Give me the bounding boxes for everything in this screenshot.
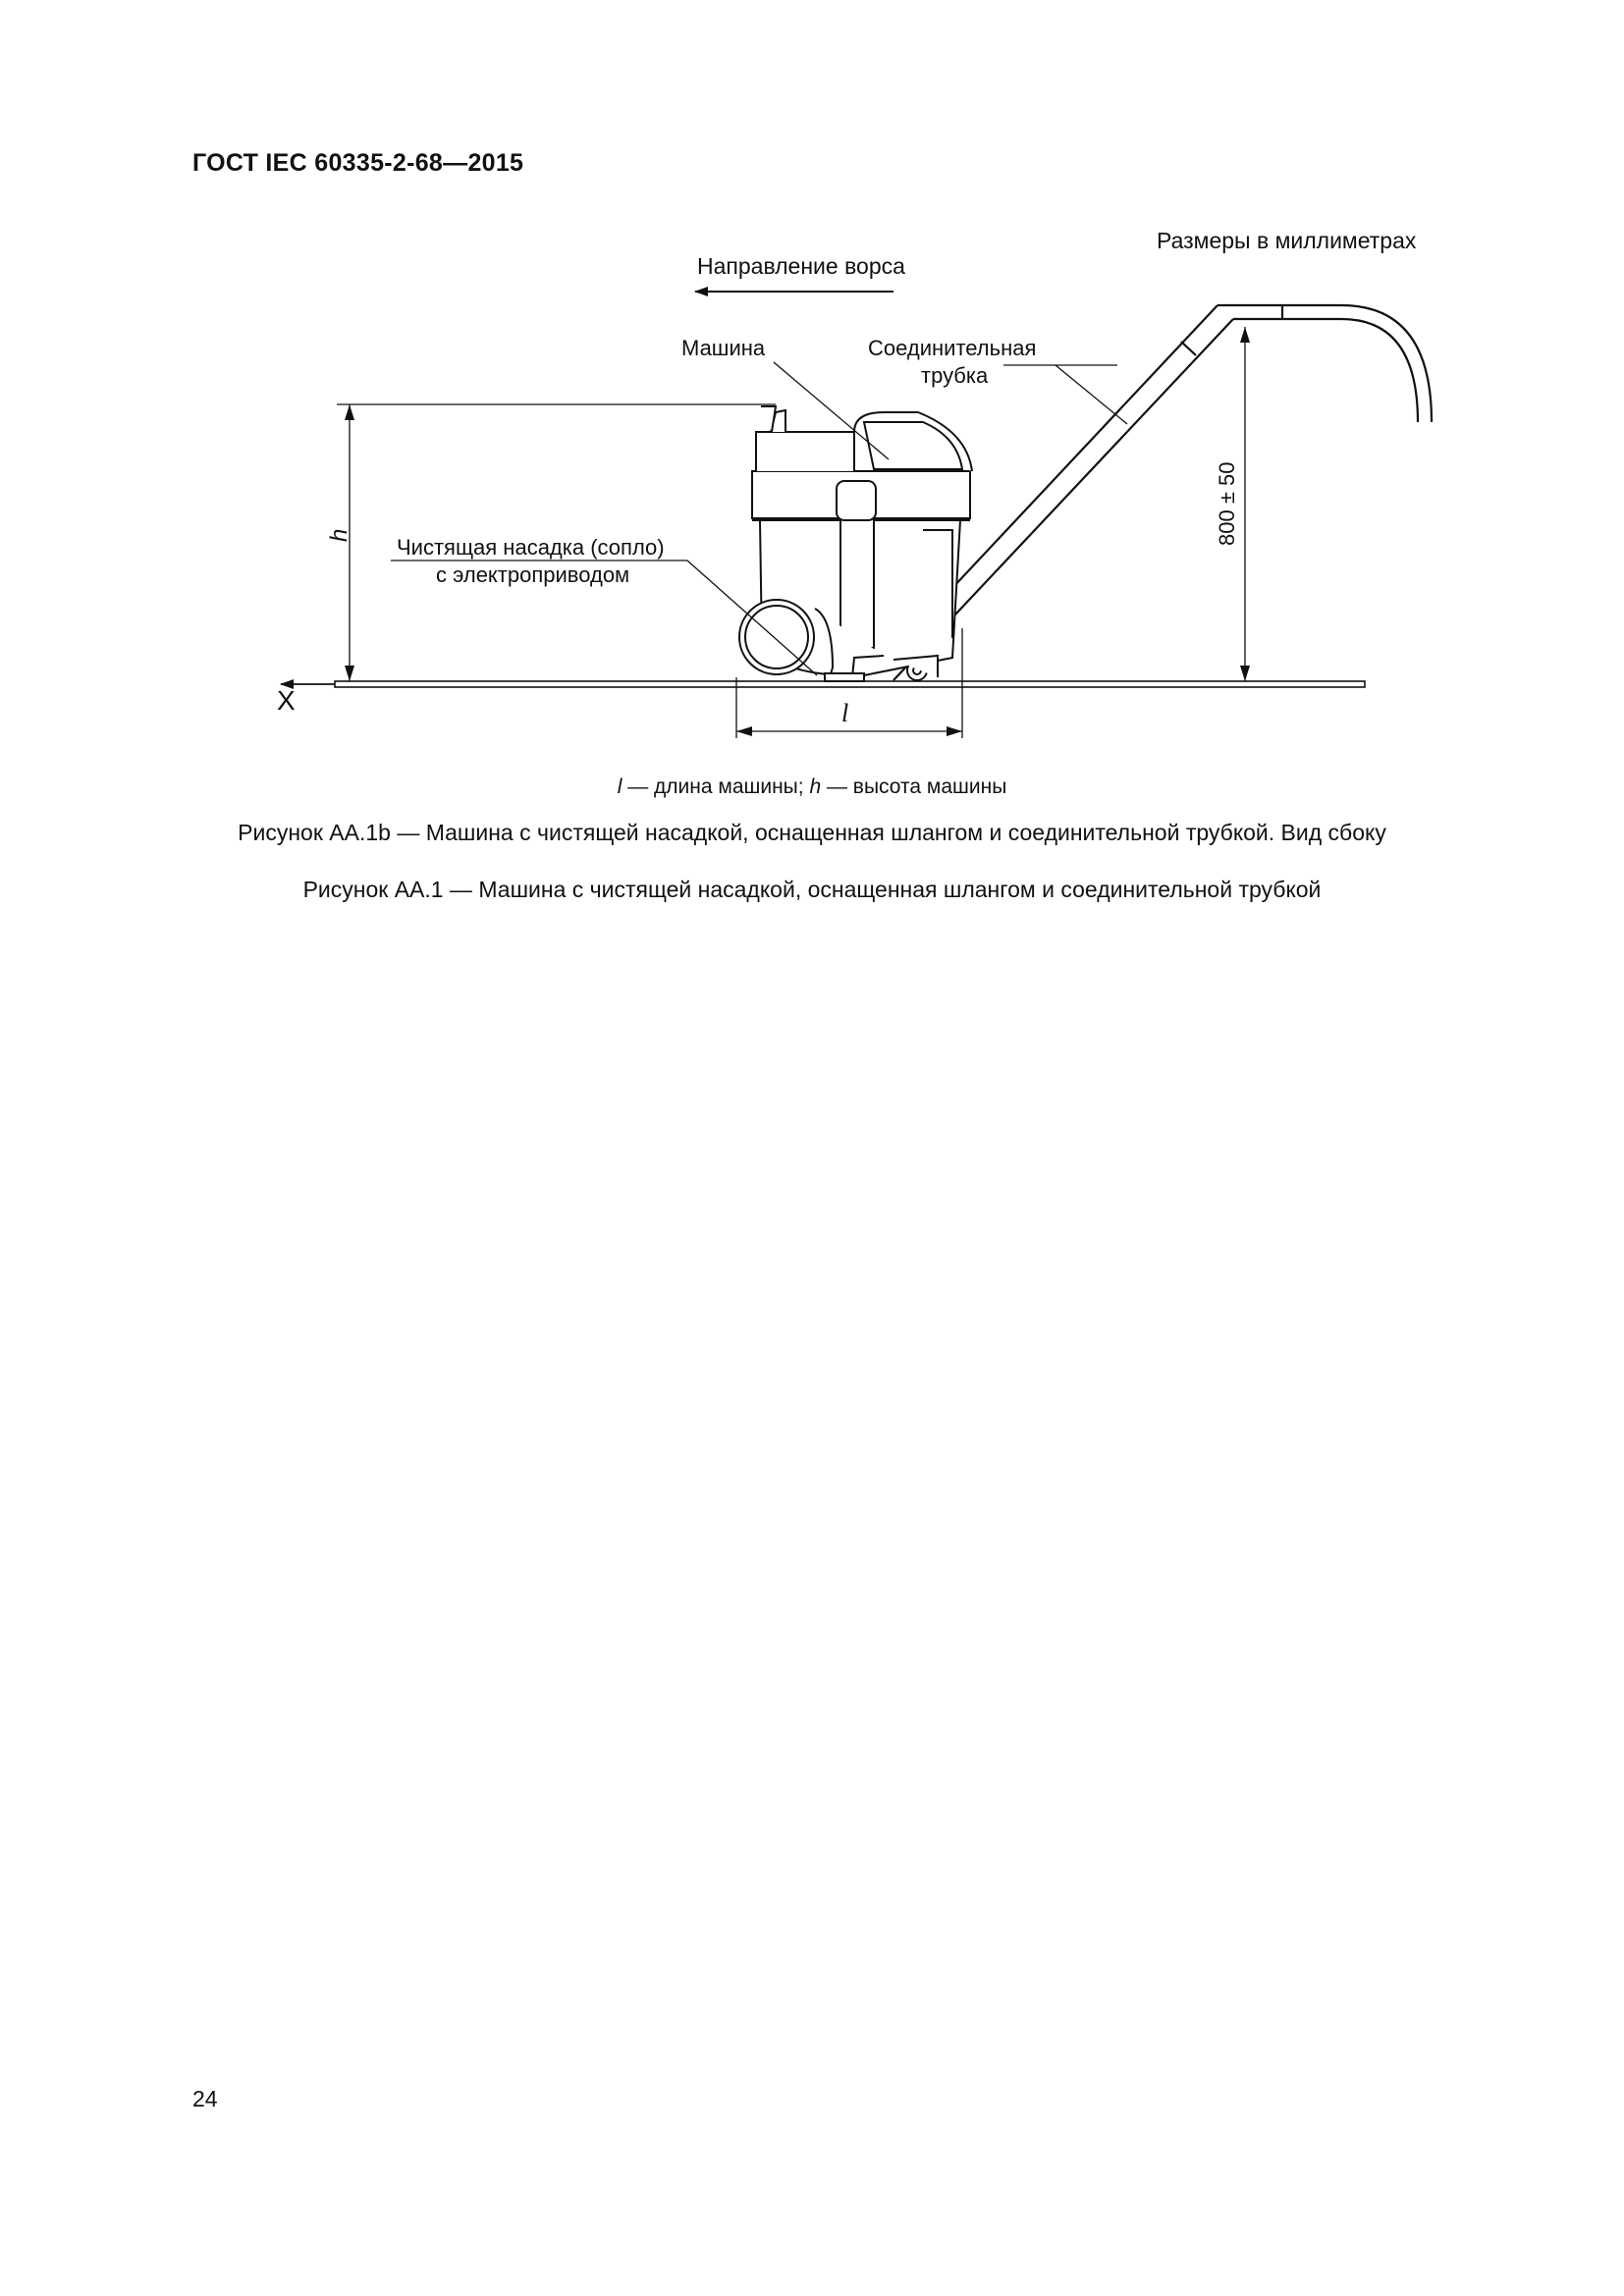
floor-line <box>281 681 1365 687</box>
tube-height-dimension <box>1240 327 1250 681</box>
legend-l-symbol: l <box>617 775 623 798</box>
nozzle-label-line1: Чистящая насадка (сопло) <box>397 535 665 560</box>
figure-subcaption: Рисунок AA.1b — Машина с чистящей насадкой, оснащенная шлангом и соединительной трубкой. Вид сбоку <box>238 820 1386 845</box>
nozzle-label-line2: с электроприводом <box>436 562 630 587</box>
pile-direction-label: Направление ворса <box>697 253 905 279</box>
figure-caption: Рисунок AA.1 — Машина с чистящей насадкой, оснащенная шлангом и соединительной трубкой <box>302 877 1322 902</box>
legend-l-text: — длина машины; <box>622 775 810 798</box>
tube-height-value: 800 ± 50 <box>1215 461 1239 546</box>
machine-label: Машина <box>681 336 766 360</box>
units-note: Размеры в миллиметрах <box>1157 228 1417 253</box>
figure-legend <box>0 775 1624 799</box>
tube-label-line2: трубка <box>921 363 989 388</box>
legend-h-symbol: h <box>809 775 822 798</box>
tube-label-line1: Соединительная <box>868 336 1037 360</box>
x-axis-label: X <box>277 685 296 716</box>
page-number: 24 <box>192 2086 218 2111</box>
document-header: ГОСТ IEC 60335-2-68—2015 <box>192 149 524 177</box>
machine-side-view-drawing <box>0 0 1624 825</box>
legend-h-text: — высота машины <box>821 775 1007 798</box>
figure-aa1b <box>0 0 1624 825</box>
height-symbol: h <box>326 528 352 542</box>
length-symbol: l <box>841 699 849 727</box>
